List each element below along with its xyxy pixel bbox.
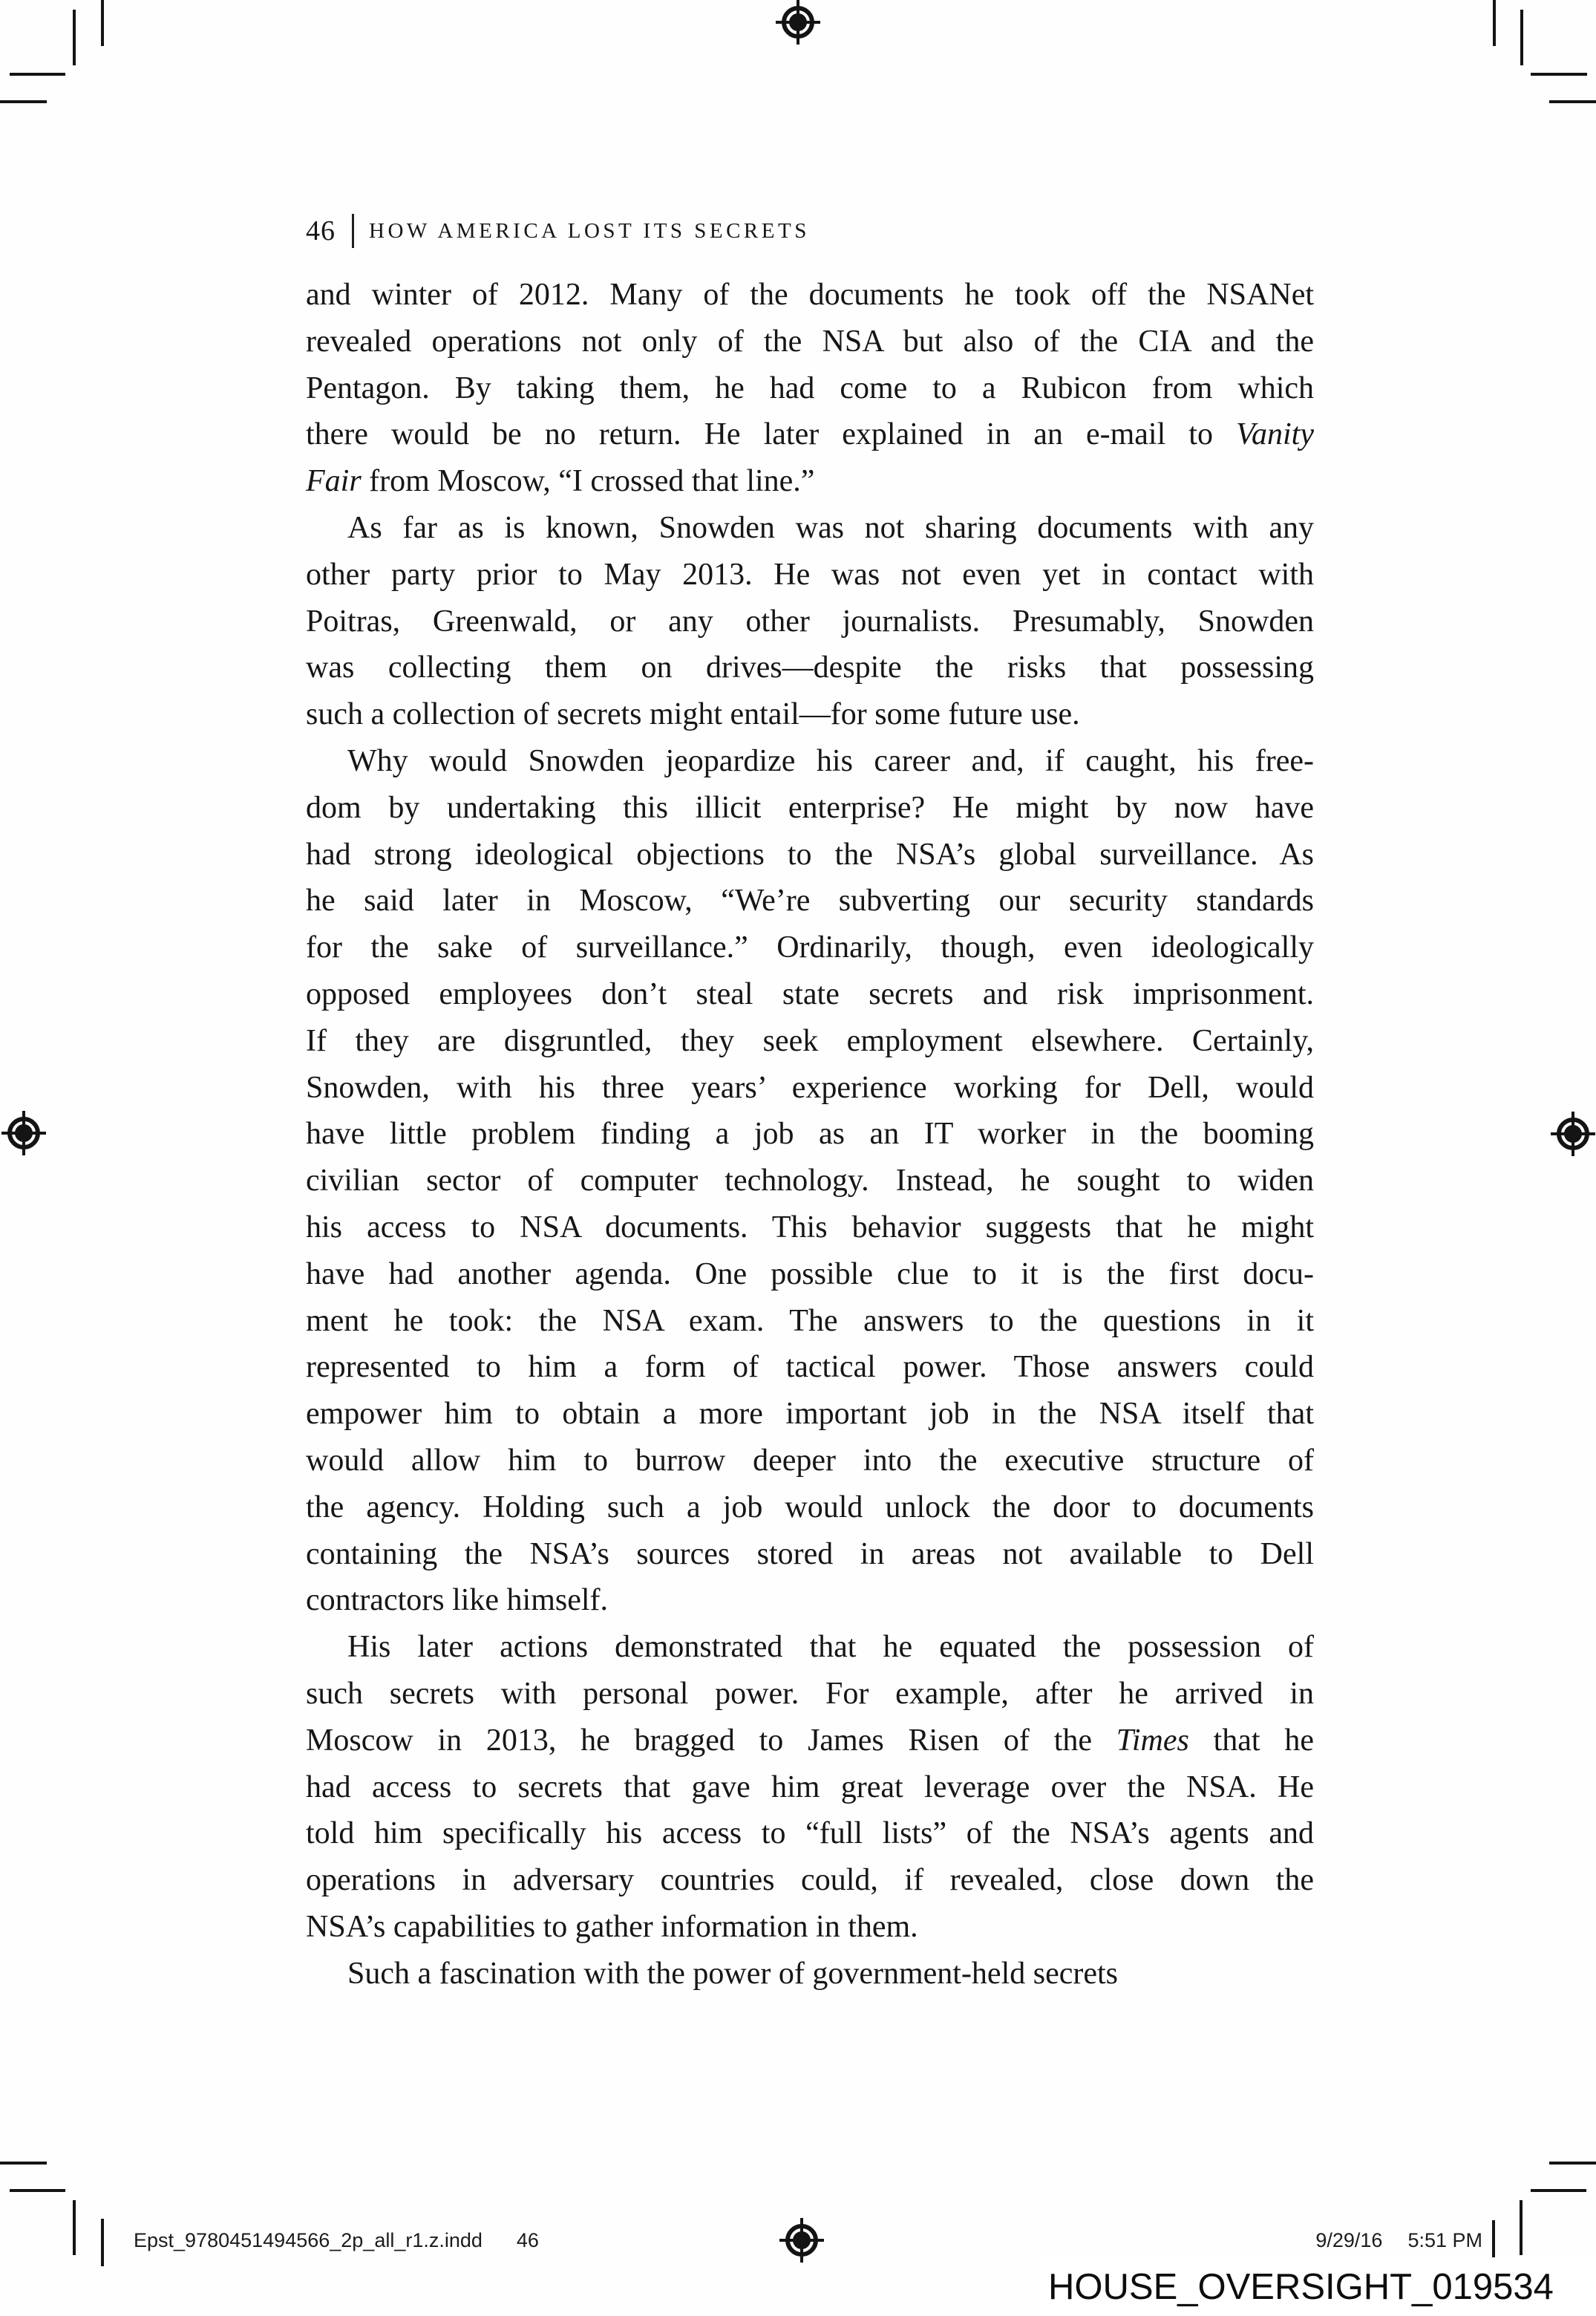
crop-mark — [1549, 2162, 1596, 2165]
slug-page-number: 46 — [516, 2229, 539, 2251]
print-slug — [134, 2229, 539, 2252]
text-line: Pentagon. By taking them, he had come to a Rubicon from which — [306, 371, 1314, 405]
text-line: revealed operations not only of the NSA but also of the CIA and the — [306, 324, 1314, 359]
text-line: civilian sector of computer technology. Instead, he sought to widen — [306, 1164, 1314, 1198]
crop-mark — [10, 2189, 65, 2192]
crop-mark — [1520, 2200, 1523, 2255]
text-line: had strong ideological objections to the NSA’s global surveillance. As — [306, 837, 1314, 872]
registration-mark-icon — [776, 0, 820, 45]
header-divider — [352, 214, 354, 248]
text-line: Why would Snowden jeopardize his career and, if caught, his free- — [347, 743, 1314, 778]
text-line: Snowden, with his three years’ experience working for Dell, would — [306, 1070, 1314, 1105]
text-line: for the sake of surveillance.” Ordinarily, though, even ideologically — [306, 930, 1314, 965]
crop-mark — [1549, 100, 1596, 103]
text-line: his access to NSA documents. This behavior suggests that he might — [306, 1210, 1314, 1245]
page-header — [306, 214, 810, 248]
crop-mark — [1493, 0, 1496, 46]
text-line: had access to secrets that gave him great leverage over the NSA. He — [306, 1769, 1314, 1804]
crop-mark — [73, 10, 76, 65]
crop-mark — [1531, 73, 1587, 76]
text-line: NSA’s capabilities to gather information in them. — [306, 1909, 918, 1944]
text-line: empower him to obtain a more important job in the NSA itself that — [306, 1397, 1314, 1432]
running-title: HOW AMERICA LOST ITS SECRETS — [369, 218, 810, 243]
crop-mark — [1492, 2220, 1495, 2257]
crop-mark — [73, 2200, 76, 2255]
text-line: If they are disgruntled, they seek employment elsewhere. Certainly, — [306, 1023, 1314, 1058]
text-line: such a collection of secrets might entail—for some future use. — [306, 697, 1080, 732]
crop-mark — [1520, 10, 1523, 65]
registration-mark-icon — [1551, 1112, 1595, 1156]
text-line: have had another agenda. One possible clue to it is the first docu- — [306, 1256, 1314, 1291]
text-line: other party prior to May 2013. He was not even yet in contact with — [306, 557, 1314, 592]
text-line: containing the NSA’s sources stored in areas not available to Dell — [306, 1536, 1314, 1571]
text-line: contractors like himself. — [306, 1583, 609, 1618]
text-line: His later actions demonstrated that he equated the possession of — [347, 1630, 1314, 1665]
text-line: there would be no return. He later explained in an e-mail to Vanity — [306, 417, 1314, 452]
print-timestamp — [1315, 2229, 1482, 2252]
crop-mark — [101, 0, 104, 46]
bates-stamp: HOUSE_OVERSIGHT_019534 — [1039, 2257, 1596, 2316]
crop-mark — [101, 2219, 104, 2266]
text-line: would allow him to burrow deeper into the executive structure of — [306, 1443, 1314, 1478]
text-line: dom by undertaking this illicit enterprise? He might by now have — [306, 790, 1314, 825]
slug-filename: Epst_9780451494566_2p_all_r1.z.indd — [134, 2229, 483, 2251]
text-line: Moscow in 2013, he bragged to James Risen of the Times that he — [306, 1723, 1314, 1758]
text-line: represented to him a form of tactical power. Those answers could — [306, 1350, 1314, 1385]
body-text — [306, 272, 1314, 1997]
text-line: Fair from Moscow, “I crossed that line.” — [306, 464, 815, 499]
text-line: opposed employees don’t steal state secrets and risk imprisonment. — [306, 976, 1314, 1011]
text-line: As far as is known, Snowden was not sharing documents with any — [347, 510, 1314, 545]
registration-mark-icon — [779, 2218, 824, 2263]
text-line: was collecting them on drives—despite the risks that possessing — [306, 650, 1314, 685]
crop-mark — [1531, 2189, 1586, 2192]
page-number: 46 — [306, 215, 336, 247]
text-line: he said later in Moscow, “We’re subverting our security standards — [306, 884, 1314, 919]
text-line: the agency. Holding such a job would unlock the door to documents — [306, 1490, 1314, 1524]
slug-time: 5:51 PM — [1407, 2229, 1482, 2251]
text-line: and winter of 2012. Many of the documents he took off the NSANet — [306, 278, 1314, 312]
crop-mark — [10, 73, 65, 76]
registration-mark-icon — [1, 1111, 46, 1155]
text-line: have little problem finding a job as an IT worker in the booming — [306, 1117, 1314, 1152]
text-line: operations in adversary countries could, if revealed, close down the — [306, 1863, 1314, 1898]
crop-mark — [0, 2162, 47, 2165]
text-line: such secrets with personal power. For example, after he arrived in — [306, 1676, 1314, 1711]
text-line: Such a fascination with the power of government-held secrets — [347, 1956, 1119, 1991]
text-line: Poitras, Greenwald, or any other journalists. Presumably, Snowden — [306, 604, 1314, 639]
slug-date: 9/29/16 — [1315, 2229, 1383, 2251]
text-line: ment he took: the NSA exam. The answers to the questions in it — [306, 1303, 1314, 1338]
text-line: told him specifically his access to “full lists” of the NSA’s agents and — [306, 1816, 1314, 1851]
crop-mark — [0, 100, 47, 103]
